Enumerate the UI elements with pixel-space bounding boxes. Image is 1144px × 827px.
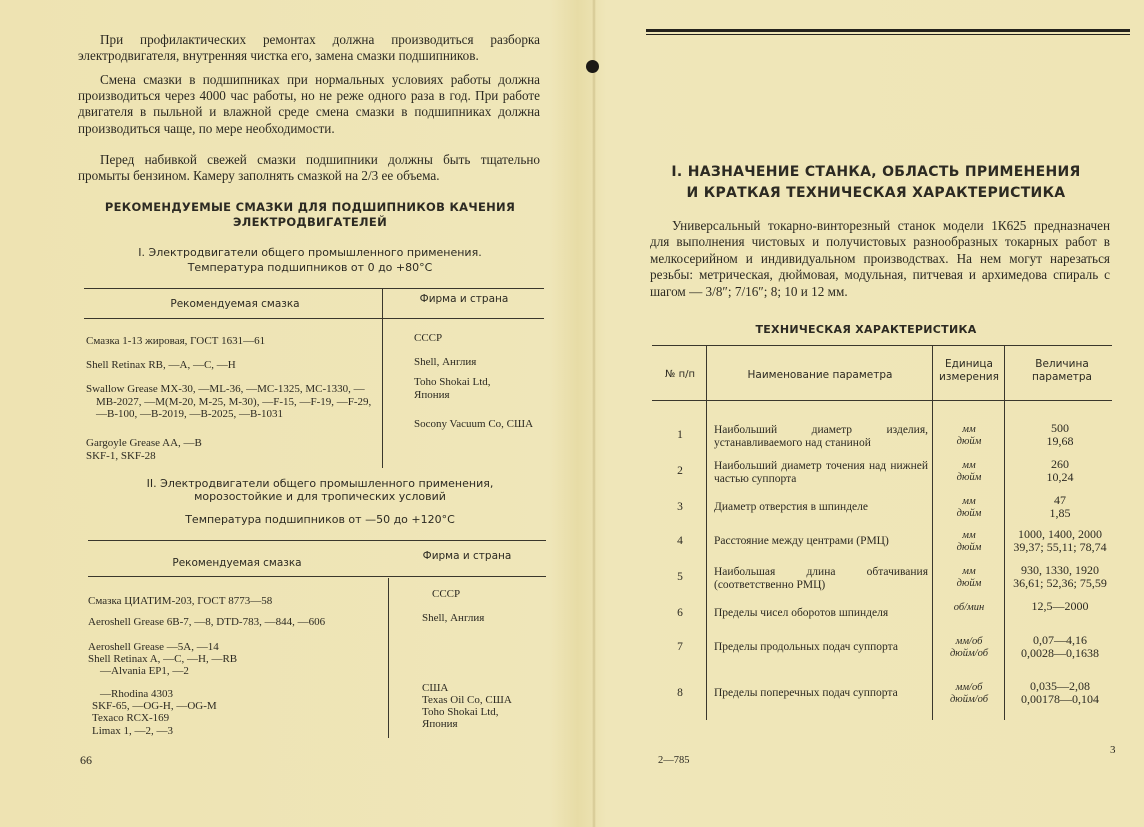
group1-heading: I. Электродвигатели общего промышленного применения. bbox=[138, 246, 482, 259]
group2-lubricant: Aeroshell Grease —5A, —14 bbox=[88, 641, 219, 653]
row-number: 5 bbox=[677, 571, 683, 583]
group2-temperature: Температура подшипников от —50 до +120°C bbox=[185, 513, 455, 526]
row-unit-imperial: дюйм/об bbox=[950, 648, 988, 659]
row-value-metric: 0,035—2,08 bbox=[1030, 679, 1090, 693]
intro-paragraph: Универсальный токарно-винторезный станок модели 1К625 предназначен для выполнения чистовых и получистовых разнообразных токарных работ в мелкосерийном и индивидуальном производствах. На нем могут нарезаться резьбы: метрическая, дюймовая, модульная, питчевая и архимедова спираль с шагом — 3/8″; 7/16″; 8; 10 и 12 мм. bbox=[650, 218, 1110, 299]
table-divider-num bbox=[706, 345, 707, 720]
row-parameter-name: Наибольшая длина обтачивания (соответственно РМЦ) bbox=[714, 566, 928, 591]
row-number: 2 bbox=[677, 465, 683, 477]
row-value-metric: 500 bbox=[1051, 421, 1069, 435]
group1-lubricant: Shell Retinax RB, —A, —C, —H bbox=[86, 359, 236, 371]
group1-lubricant: Swallow Grease MX-30, —ML-36, —MC-1325, MC-1330, —MB-2027, —M(M-20, M-25, M-30), —F-15, —F-19, —F-29, —B-100, —B-2019, —B-2025, —B-1031 bbox=[86, 383, 372, 420]
row-value-imperial: 0,0028—0,1638 bbox=[1021, 646, 1099, 660]
group2-heading: II. Электродвигатели общего промышленного применения, bbox=[146, 477, 494, 490]
row-number: 6 bbox=[677, 607, 683, 619]
top-rule-thick bbox=[646, 29, 1130, 32]
row-value-metric: 930, 1330, 1920 bbox=[1021, 563, 1099, 577]
table-title: ТЕХНИЧЕСКАЯ ХАРАКТЕРИСТИКА bbox=[755, 323, 977, 336]
table-rule-top bbox=[652, 345, 1112, 346]
group1-temperature: Температура подшипников от 0 до +80°C bbox=[187, 261, 433, 274]
row-value-metric: 1000, 1400, 2000 bbox=[1018, 527, 1102, 541]
row-number: 1 bbox=[677, 429, 683, 441]
row-value-imperial: 0,00178—0,104 bbox=[1021, 692, 1099, 706]
group2-col-lubricant: Рекомендуемая смазка bbox=[172, 557, 302, 569]
group2-lubricant: SKF-65, —OG-H, —OG-M bbox=[92, 700, 217, 712]
group2-lubricant: Aeroshell Grease 6B-7, —8, DTD-783, —844, —606 bbox=[88, 616, 326, 628]
right-page-number: 3 bbox=[1110, 744, 1116, 756]
group2-firm: Япония bbox=[422, 718, 458, 730]
row-unit-metric: мм bbox=[962, 566, 976, 577]
group2-firm: США bbox=[422, 682, 449, 694]
row-parameter-name: Диаметр отверстия в шпинделе bbox=[714, 501, 868, 513]
row-value-imperial: 39,37; 55,11; 78,74 bbox=[1013, 540, 1107, 554]
row-unit-metric: мм bbox=[962, 424, 976, 435]
group2-col-firm: Фирма и страна bbox=[422, 550, 512, 562]
row-unit-metric: мм/об bbox=[955, 636, 983, 647]
row-parameter-name: Пределы поперечных подач суппорта bbox=[714, 687, 898, 699]
table-divider-param bbox=[932, 345, 933, 720]
row-unit-imperial: дюйм bbox=[956, 472, 982, 483]
table-header-unit: Единица измерения bbox=[939, 358, 999, 383]
row-unit-metric: мм bbox=[962, 530, 976, 541]
row-value-imperial: 1,85 bbox=[1049, 506, 1071, 520]
group1-firm: Socony Vacuum Co, США bbox=[414, 418, 534, 430]
top-rule-thin bbox=[646, 34, 1130, 35]
row-unit-metric: мм bbox=[962, 460, 976, 471]
row-value-metric: 0,07—4,16 bbox=[1033, 633, 1087, 647]
punch-hole bbox=[586, 60, 599, 73]
group1-lubricant: Gargoyle Grease AA, —B bbox=[86, 437, 202, 449]
signature-mark: 2—785 bbox=[658, 755, 690, 766]
group1-col-lubricant: Рекомендуемая смазка bbox=[170, 298, 300, 310]
group2-lubricant: Limax 1, —2, —3 bbox=[92, 725, 173, 737]
group1-rule-header bbox=[84, 318, 544, 319]
table-header-param: Наименование параметра bbox=[747, 369, 893, 381]
group2-firm: Texas Oil Co, США bbox=[422, 694, 512, 706]
row-unit-imperial: дюйм bbox=[956, 542, 982, 553]
group1-firm: Shell, Англия bbox=[414, 356, 477, 368]
paragraph-1: При профилактических ремонтах должна производиться разборка электродвигателя, внутренняя чистка его, замена смазки подшипников. bbox=[78, 32, 540, 64]
paragraph-3: Перед набивкой свежей смазки подшипники должны быть тщательно промыты бензином. Камеру заполнять смазкой на 2/3 ее объема. bbox=[78, 152, 540, 184]
row-unit-imperial: дюйм bbox=[956, 508, 982, 519]
row-unit-metric: об/мин bbox=[953, 602, 985, 613]
row-unit-imperial: дюйм bbox=[956, 578, 982, 589]
row-parameter-name: Наибольший диаметр точения над нижней частью суппорта bbox=[714, 460, 928, 485]
group2-heading-sub: морозостойкие и для тропических условий bbox=[194, 490, 446, 503]
table-rule-header bbox=[652, 400, 1112, 401]
group1-lubricant: Смазка 1-13 жировая, ГОСТ 1631—61 bbox=[86, 335, 266, 347]
row-unit-metric: мм bbox=[962, 496, 976, 507]
chapter-title-line2: И КРАТКАЯ ТЕХНИЧЕСКАЯ ХАРАКТЕРИСТИКА bbox=[686, 185, 1066, 201]
group2-firm: Toho Shokai Ltd, bbox=[422, 706, 499, 718]
row-value-imperial: 10,24 bbox=[1046, 470, 1074, 484]
group2-lubricant: Shell Retinax A, —C, —H, —RB bbox=[88, 653, 238, 665]
paragraph-2: Смена смазки в подшипниках при нормальных условиях работы должна производиться через 4000 час работы, но не реже одного раза в год. При работе двигателя в пыльной и влажной среде смена смазки в подшипниках должна производиться чаще, по мере необходимости. bbox=[78, 72, 540, 136]
lubricants-section-title: РЕКОМЕНДУЕМЫЕ СМАЗКИ ДЛЯ ПОДШИПНИКОВ КАЧЕНИЯ ЭЛЕКТРОДВИГАТЕЛЕЙ bbox=[104, 200, 516, 229]
row-parameter-name: Расстояние между центрами (РМЦ) bbox=[714, 535, 889, 547]
row-unit-imperial: дюйм bbox=[956, 436, 982, 447]
group1-firm: СССР bbox=[414, 332, 443, 344]
group1-col-firm: Фирма и страна bbox=[419, 293, 509, 305]
chapter-title: I. НАЗНАЧЕНИЕ СТАНКА, ОБЛАСТЬ ПРИМЕНЕНИЯ bbox=[671, 164, 1081, 180]
row-value-imperial: 36,61; 52,36; 75,59 bbox=[1013, 576, 1107, 590]
group1-column-divider bbox=[382, 288, 383, 468]
table-header-value: Величина параметра bbox=[1032, 358, 1092, 383]
row-unit-metric: мм/об bbox=[955, 682, 983, 693]
row-value-metric: 260 bbox=[1051, 457, 1069, 471]
table-divider-unit bbox=[1004, 345, 1005, 720]
group2-rule-top bbox=[88, 540, 546, 541]
row-parameter-name: Пределы продольных подач суппорта bbox=[714, 641, 898, 653]
row-value-imperial: 19,68 bbox=[1046, 434, 1074, 448]
left-page-number: 66 bbox=[80, 753, 92, 767]
row-value-metric: 12,5—2000 bbox=[1031, 599, 1089, 613]
row-number: 8 bbox=[677, 687, 683, 699]
right-page bbox=[596, 0, 1144, 827]
group2-rule-header bbox=[88, 576, 546, 577]
row-number: 3 bbox=[677, 501, 683, 513]
group1-rule-top bbox=[84, 288, 544, 289]
group2-column-divider bbox=[388, 578, 389, 738]
table-header-num: № п/п bbox=[664, 369, 696, 380]
group2-lubricant: Texaco RCX-169 bbox=[92, 712, 170, 724]
row-number: 4 bbox=[677, 535, 683, 547]
group2-lubricant: —Rhodina 4303 bbox=[100, 688, 174, 700]
row-unit-imperial: дюйм/об bbox=[950, 694, 988, 705]
group1-lubricant: SKF-1, SKF-28 bbox=[86, 450, 156, 462]
row-number: 7 bbox=[677, 641, 683, 653]
group2-lubricant: —Alvania EP1, —2 bbox=[100, 665, 189, 677]
group2-firm: Shell, Англия bbox=[422, 612, 485, 624]
group2-firm: СССР bbox=[432, 588, 461, 600]
group2-lubricant: Смазка ЦИАТИМ-203, ГОСТ 8773—58 bbox=[88, 595, 273, 607]
row-parameter-name: Наибольший диаметр изделия, устанавливаемого над станиной bbox=[714, 424, 928, 449]
row-parameter-name: Пределы чисел оборотов шпинделя bbox=[714, 607, 889, 619]
row-value-metric: 47 bbox=[1054, 493, 1066, 507]
group1-firm: Toho Shokai Ltd, Япония bbox=[414, 376, 491, 401]
